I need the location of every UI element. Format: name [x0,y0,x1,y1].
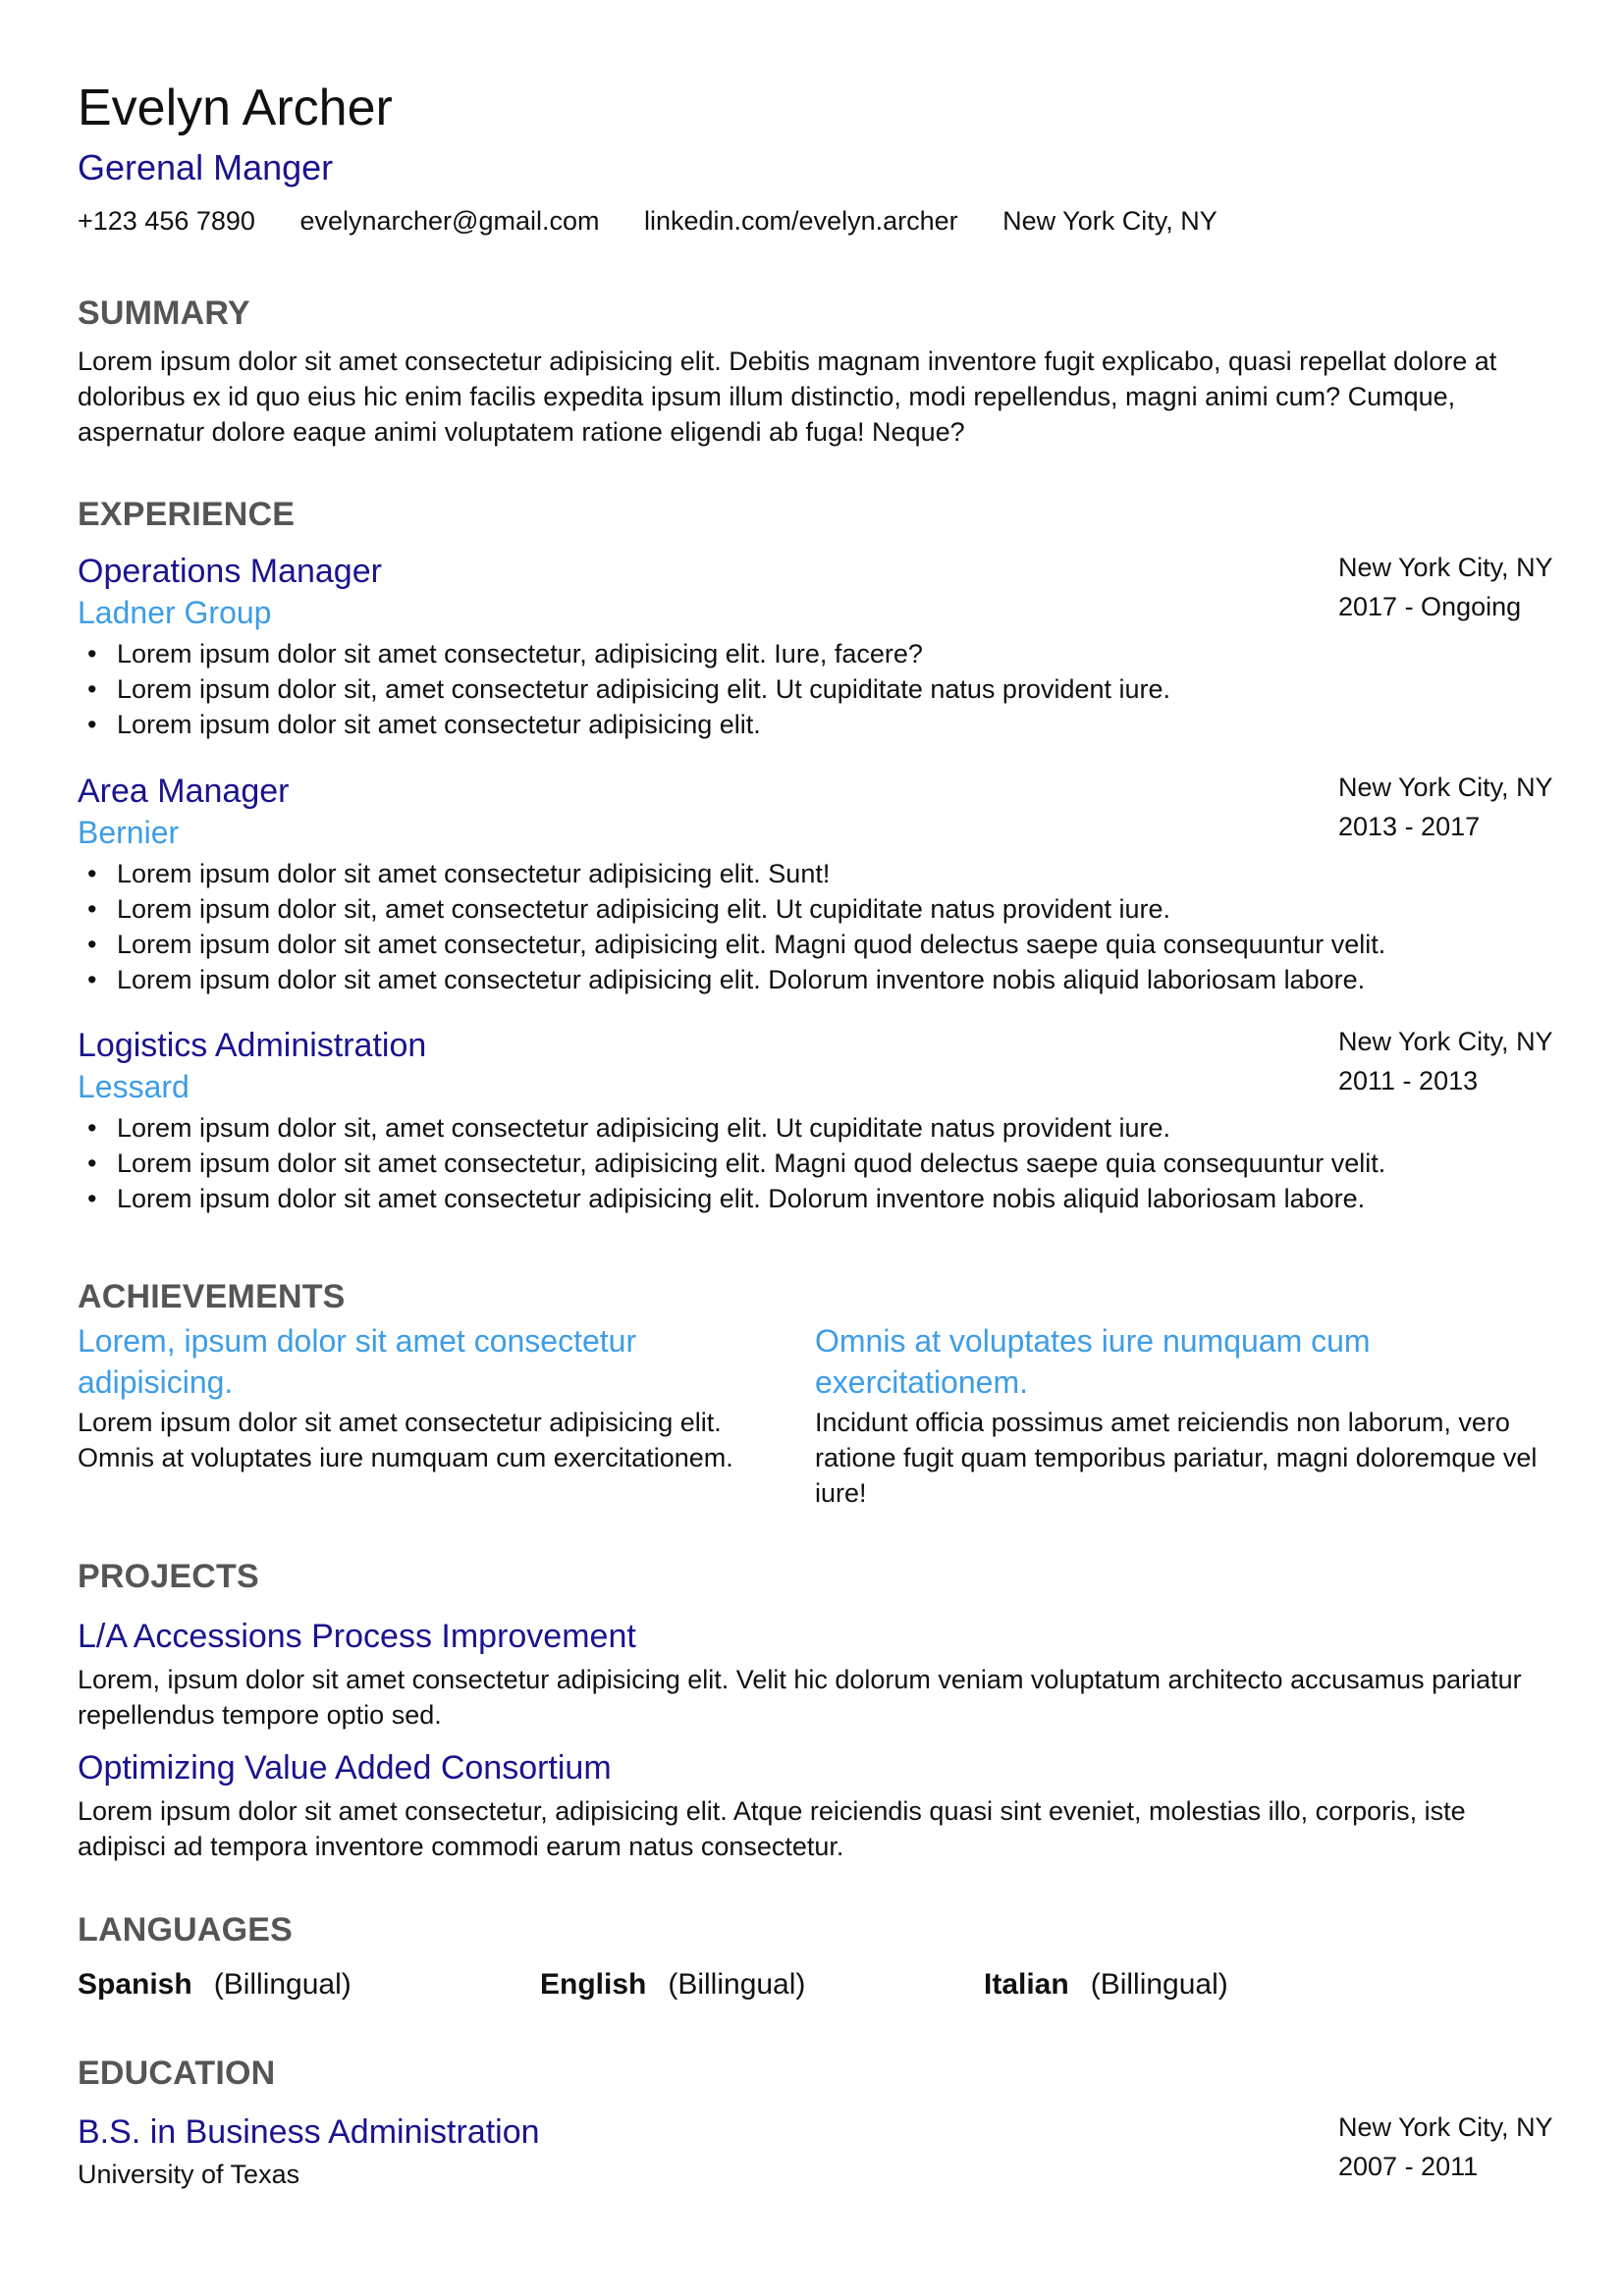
language-item [540,1968,805,2002]
list-item: • Lorem ipsum dolor sit, amet consectetur adipisicing elit. Ut cupiditate natus provident iure. [78,891,1385,927]
job-company: Bernier [78,815,180,850]
list-item: • Lorem ipsum dolor sit, amet consectetur adipisicing elit. Ut cupiditate natus provident iure. [78,671,1170,707]
achievement-item [78,1320,784,1475]
language-name: Spanish [78,1968,192,2001]
job-bullets [78,636,1170,742]
job-bullets [78,1110,1385,1216]
language-level: (Billingual) [213,1968,352,2001]
list-item: • Lorem ipsum dolor sit, amet consectetur adipisicing elit. Ut cupiditate natus provident iure. [78,1110,1385,1146]
education-degree: B.S. in Business Administration [78,2113,540,2151]
job-meta [1338,548,1553,626]
list-item: • Lorem ipsum dolor sit amet consectetur, adipisicing elit. Magni quod delectus saepe quia consequuntur velit. [78,927,1385,962]
achievement-title: Lorem, ipsum dolor sit amet consectetur adipisicing. [78,1323,637,1400]
list-item: • Lorem ipsum dolor sit amet consectetur, adipisicing elit. Iure, facere? [78,636,1170,671]
language-level: (Billingual) [1090,1968,1228,2001]
job-dates: 2013 - 2017 [1338,812,1481,841]
languages-heading: LANGUAGES [78,1911,294,1949]
job-dates: 2011 - 2013 [1338,1066,1479,1095]
contact-line [78,206,1255,237]
job-title: Operations Manager [78,553,382,590]
experience-heading: EXPERIENCE [78,496,296,533]
project-title: L/A Accessions Process Improvement [78,1618,636,1655]
achievement-description: Incidunt officia possimus amet reiciendis non laborum, vero ratione fugit quam temporibus pariatur, magni doloremque vel iure! [815,1408,1538,1508]
language-item [984,1968,1228,2002]
projects-heading: PROJECTS [78,1558,259,1595]
education-school: University of Texas [78,2160,300,2189]
list-item: • Lorem ipsum dolor sit amet consectetur, adipisicing elit. Magni quod delectus saepe quia consequuntur velit. [78,1146,1385,1181]
job-location: New York City, NY [1338,553,1553,582]
achievement-title: Omnis at voluptates iure numquam cum exercitationem. [815,1323,1371,1400]
education-dates: 2007 - 2011 [1338,2152,1479,2181]
achievement-description: Lorem ipsum dolor sit amet consectetur adipisicing elit. Omnis at voluptates iure numquam cum exercitationem. [78,1408,733,1472]
achievements-heading: ACHIEVEMENTS [78,1278,346,1315]
list-item: • Lorem ipsum dolor sit amet consectetur adipisicing elit. Dolorum inventore nobis aliquid laboriosam labore. [78,962,1385,997]
education-meta [1338,2108,1553,2186]
job-location: New York City, NY [1338,773,1553,802]
job-meta [1338,1022,1553,1100]
candidate-name: Evelyn Archer [78,80,393,136]
contact-location: New York City, NY [1002,206,1217,236]
education-location: New York City, NY [1338,2112,1553,2142]
candidate-title: Gerenal Manger [78,147,334,187]
project-description: Lorem ipsum dolor sit amet consectetur, adipisicing elit. Atque reiciendis quasi sint eveniet, molestias illo, corporis, iste adipisci ad tempora inventore commodi earum natus consectetur. [78,1796,1466,1861]
contact-linkedin: linkedin.com/evelyn.archer [643,206,958,236]
project-title: Optimizing Value Added Consortium [78,1749,612,1787]
job-company: Ladner Group [78,595,272,630]
project-description: Lorem, ipsum dolor sit amet consectetur adipisicing elit. Velit hic dolorum veniam voluptatum architecto accusamus pariatur repellendus tempore optio sed. [78,1665,1522,1730]
job-meta [1338,768,1553,846]
education-heading: EDUCATION [78,2055,276,2092]
language-item [78,1968,352,2002]
language-name: Italian [984,1968,1069,2001]
contact-email: evelynarcher@gmail.com [299,206,600,236]
achievement-item [815,1320,1561,1511]
language-name: English [540,1968,647,2001]
summary-text: Lorem ipsum dolor sit amet consectetur adipisicing elit. Debitis magnam inventore fugit explicabo, quasi repellat dolore at doloribus ex id quo eius hic enim facilis expedita ipsum illum distinctio, modi repellendus, magni animi cum? Cumque, aspernatur dolore eaque animi voluptatem ratione eligendi ab fuga! Neque? [78,347,1497,447]
language-level: (Billingual) [668,1968,806,2001]
job-title: Area Manager [78,773,290,810]
job-title: Logistics Administration [78,1027,427,1064]
list-item: • Lorem ipsum dolor sit amet consectetur adipisicing elit. [78,707,1170,742]
summary-heading: SUMMARY [78,294,250,332]
job-company: Lessard [78,1069,189,1104]
job-location: New York City, NY [1338,1027,1553,1056]
job-dates: 2017 - Ongoing [1338,592,1522,621]
job-bullets [78,856,1385,997]
contact-phone: +123 456 7890 [78,206,255,236]
list-item: • Lorem ipsum dolor sit amet consectetur adipisicing elit. Dolorum inventore nobis aliquid laboriosam labore. [78,1181,1385,1216]
list-item: • Lorem ipsum dolor sit amet consectetur adipisicing elit. Sunt! [78,856,1385,891]
